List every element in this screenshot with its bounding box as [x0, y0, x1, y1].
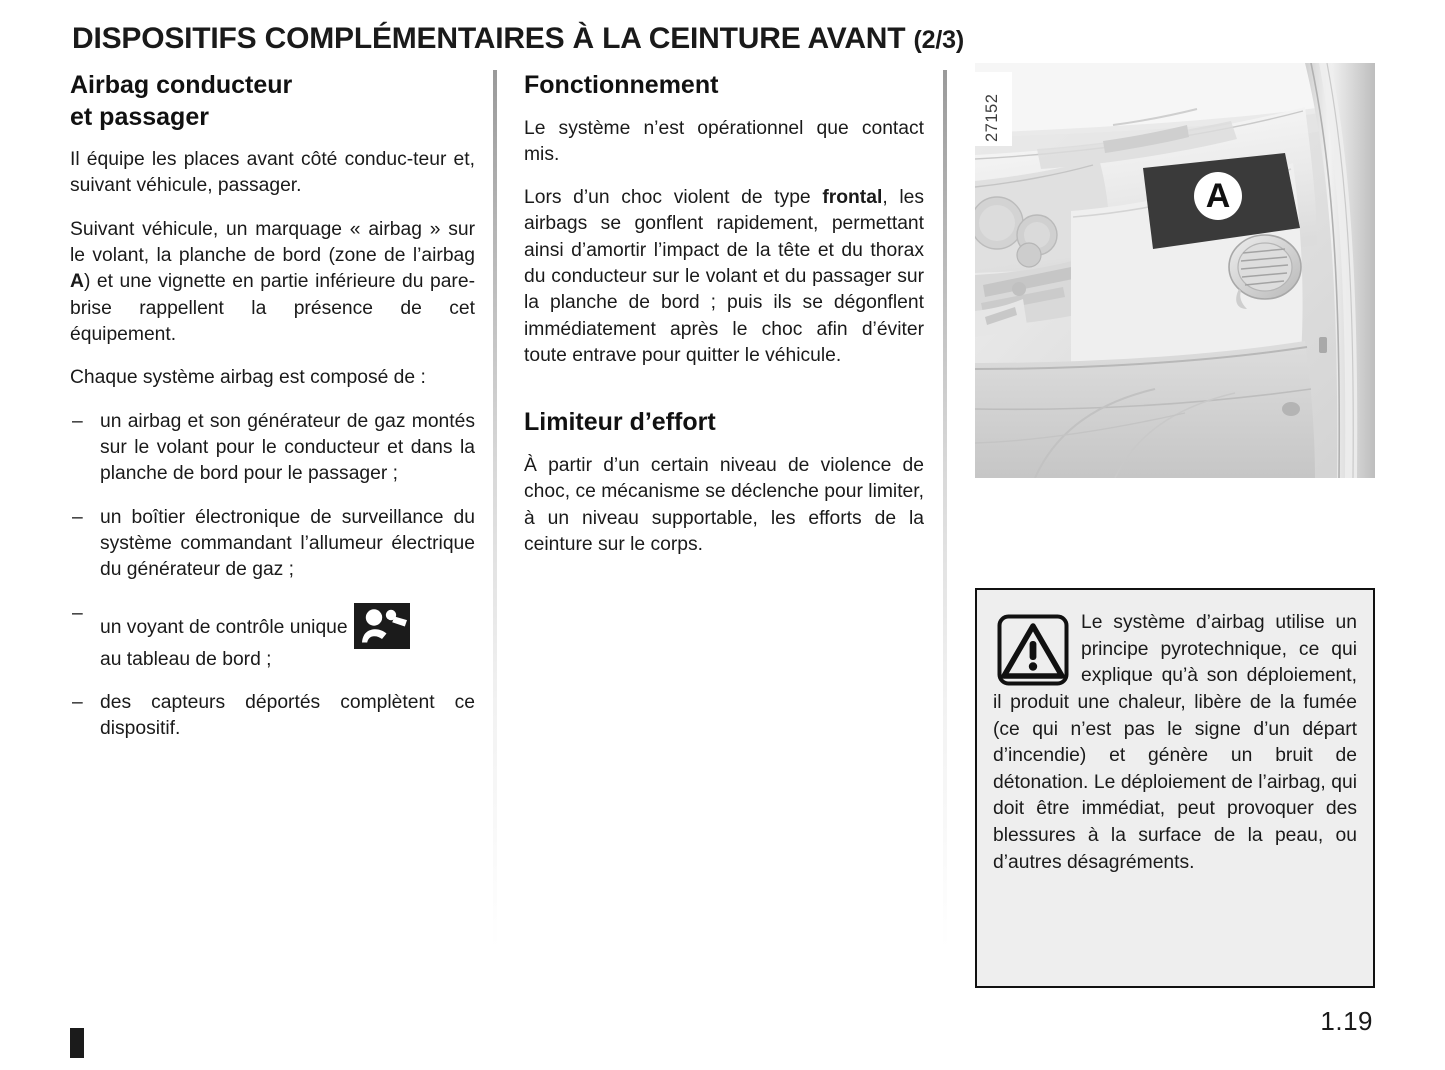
photo-reference-number: 27152: [972, 72, 1012, 146]
warning-triangle-icon: [997, 614, 1069, 686]
paragraph-limiteur: À partir d’un certain niveau de violence de choc, ce mécanisme se déclenche pour limiter, à un niveau supportable, les efforts de la ceinture sur le corps.: [524, 454, 924, 555]
paragraph-composition-intro: Chaque système airbag est composé de :: [70, 367, 426, 389]
list-item-text-after-icon: au tableau de bord ;: [100, 648, 272, 670]
footer-chapter-marker: [70, 1028, 84, 1058]
page-number: 1.19: [1320, 1006, 1373, 1036]
paragraph-frontal-part2: , les airbags se gonflent rapidement, permettant ainsi d’amortir l’impact de la tête et du thorax du conducteur sur le volant et du passager sur la planche de bord ; puis ils se dégonflent immédiatement après le choc afin d’éviter toute entrave pour quitter le véhicule.: [524, 187, 924, 367]
list-item-text: un boîtier électronique de surveillance du système commandant l’allumeur électrique du générateur de gaz ;: [100, 506, 475, 581]
list-item: [70, 409, 475, 488]
list-item: [70, 690, 475, 743]
airbag-zone-letter: A: [70, 271, 84, 293]
warning-box: [975, 588, 1375, 988]
column-one: [70, 70, 475, 760]
paragraph-ignition: Le système n’est opérationnel que contact mis.: [524, 117, 924, 165]
list-dash: –: [72, 410, 83, 432]
paragraph-marking: [70, 217, 475, 349]
list-item-text-before-icon: un voyant de contrôle unique: [100, 616, 348, 638]
warning-text: Le système d’airbag utilise un principe pyrotechnique, ce qui explique qu’à son déploiement, il produit une chaleur, libère de la fumée (ce qui n’est pas le signe d’un départ d’incendie) et génère un bruit de détonation. Le déploiement de l’airbag, qui doit être immédiat, peut provoquer des blessures à la surface de la peau, ou d’autres désagréments.: [993, 612, 1357, 873]
svg-text:A: A: [1205, 177, 1231, 215]
column-divider-1: [493, 70, 497, 950]
paragraph-marking-part1: Suivant véhicule, un marquage « airbag » sur le volant, la planche de bord (zone de l’airbag: [70, 218, 475, 266]
paragraph-frontal-impact: [524, 185, 924, 369]
heading-line-2: et passager: [70, 102, 209, 131]
heading-line-1: Airbag conducteur: [70, 71, 293, 99]
page-title-fraction: (2/3): [913, 26, 964, 54]
list-item: [70, 601, 475, 673]
list-item-text: des capteurs déportés complètent ce dispositif.: [100, 691, 475, 740]
list-item-text: un airbag et son générateur de gaz montés sur le volant pour le conducteur et dans la planche de bord pour le passager ;: [100, 410, 475, 485]
paragraph-frontal-part1: Lors d’un choc violent de type: [524, 187, 823, 209]
column-two: [524, 70, 924, 558]
dashboard-photo: [975, 63, 1375, 478]
section-heading-limiteur: Limiteur d’effort: [524, 408, 716, 437]
paragraph-equipment: Il équipe les places avant côté conduc-teur et, suivant véhicule, passager.: [70, 149, 475, 197]
paragraph-marking-part2: ) et une vignette en partie inférieure du pare-brise rappellent la présence de cet équipement.: [70, 271, 475, 345]
section-heading-airbag: [70, 70, 475, 133]
airbag-warning-lamp-icon: [354, 603, 410, 649]
page-title: [72, 22, 964, 56]
list-dash: –: [72, 506, 83, 528]
column-divider-2: [943, 70, 947, 950]
list-dash: –: [72, 691, 83, 713]
list-item: [70, 505, 475, 584]
page-title-main: DISPOSITIFS COMPLÉMENTAIRES À LA CEINTURE AVANT: [72, 22, 914, 55]
section-heading-fonctionnement: Fonctionnement: [524, 71, 719, 99]
airbag-components-list: [70, 409, 475, 743]
list-dash: –: [72, 602, 83, 624]
frontal-bold: frontal: [822, 187, 883, 209]
